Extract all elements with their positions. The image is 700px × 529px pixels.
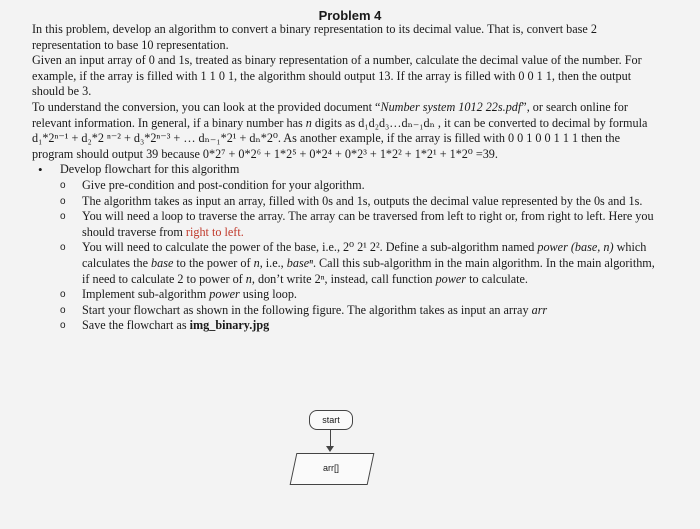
implement-text-2: using loop. bbox=[239, 287, 297, 302]
array-var: arr bbox=[531, 302, 548, 317]
bullet-develop-flowchart bbox=[32, 162, 662, 334]
conversion-text-1: To understand the conversion, you can look at the provided document “ bbox=[32, 99, 381, 114]
input-paragraph: Given an input array of 0 and 1s, treated as binary representation of a number, calculate the decimal value of the number. For example, if the array is filled with 1 1 0 1, the algorithm should output 13. If the array is filled with 0 0 1 1, then the output should be 3. bbox=[32, 53, 642, 99]
power-function-name: power bbox=[435, 271, 467, 286]
power-text-1: You will need to calculate the power of the base, i.e., 2⁰ 2¹ 2². Define a sub-algorithm named bbox=[82, 240, 538, 255]
power-text-4: , i.e., bbox=[259, 255, 287, 270]
problem-body bbox=[32, 22, 662, 334]
save-text: Save the flowchart as bbox=[82, 318, 190, 333]
traverse-direction: right to left. bbox=[185, 224, 244, 239]
output-filename: img_binary.jpg bbox=[189, 318, 270, 333]
conversion-text-3: digits as d₁d₂d₃…dₙ₋₁dₙ , it can be converted to decimal by formula d₁*2ⁿ⁻¹ + d₂*2 ⁿ⁻² + d₃*2ⁿ⁻³ + … dₙ₋₁*2¹ + dₙ*2⁰. As another example, if the array is filled with 0 0 1 0 0 1 1 1 then the program should output 39 because 0*2⁷ + 0*2⁶ + 1*2⁵ + 0*2⁴ + 0*2³ + 1*2² + 1*2¹ + 1*2⁰ =39. bbox=[32, 115, 648, 161]
subtask-input-output: o The algorithm takes as input an array, filled with 0s and 1s, outputs the decimal value represented by the 0s and 1s. bbox=[60, 194, 662, 210]
power-text-7: to calculate. bbox=[466, 271, 528, 286]
problem-title: Problem 4 bbox=[318, 8, 382, 23]
start-flowchart-text: Start your flowchart as shown in the following figure. The algorithm takes as input an array bbox=[82, 302, 532, 317]
subtask-loop bbox=[60, 209, 662, 240]
implement-power-name: power bbox=[209, 287, 240, 302]
power-text-5: . Call this sub-algorithm in the main algorithm. In the main algorithm, if need to calculate 2 to power of bbox=[82, 255, 655, 286]
document-name: Number system 1012 22s.pdf bbox=[380, 99, 522, 114]
conversion-paragraph bbox=[32, 100, 662, 162]
power-text-2: which calculates the bbox=[82, 240, 647, 270]
power-n-var: n bbox=[253, 255, 260, 270]
power-n-var-2: n bbox=[245, 271, 252, 286]
task-list bbox=[32, 162, 662, 334]
subtask-loop-text: You will need a loop to traverse the array. The array can be traversed from left to right or, from right to left. Here you should traverse from bbox=[82, 209, 654, 239]
subtask-start-flowchart bbox=[60, 303, 662, 319]
power-text-6: , don’t write 2ⁿ, instead, call function bbox=[251, 271, 436, 286]
power-signature: power (base, n) bbox=[537, 240, 614, 255]
power-base-n: baseⁿ bbox=[286, 255, 313, 270]
implement-text-1: Implement sub-algorithm bbox=[82, 287, 210, 302]
subtask-power bbox=[60, 240, 662, 287]
subtask-conditions: o Give pre-condition and post-condition for your algorithm. bbox=[60, 178, 662, 194]
power-text-3: to the power of bbox=[173, 255, 254, 270]
subtask-save bbox=[60, 318, 662, 334]
digit-count-var: n bbox=[305, 115, 312, 130]
flowchart-arrow-head bbox=[326, 446, 334, 452]
conversion-text-2: ”, or search online for relevant information. In general, if a binary number has bbox=[32, 99, 628, 130]
flowchart-input-label: arr[] bbox=[322, 463, 339, 473]
flowchart-start-terminal: start bbox=[309, 410, 353, 430]
subtask-implement-power bbox=[60, 287, 662, 303]
bullet-text: Develop flowchart for this algorithm bbox=[60, 162, 240, 177]
power-base-var: base bbox=[151, 255, 174, 270]
intro-paragraph: In this problem, develop an algorithm to convert a binary representation to its decimal value. That is, convert base 2 representation to base 10 representation. bbox=[32, 22, 597, 52]
subtask-list bbox=[60, 178, 662, 334]
